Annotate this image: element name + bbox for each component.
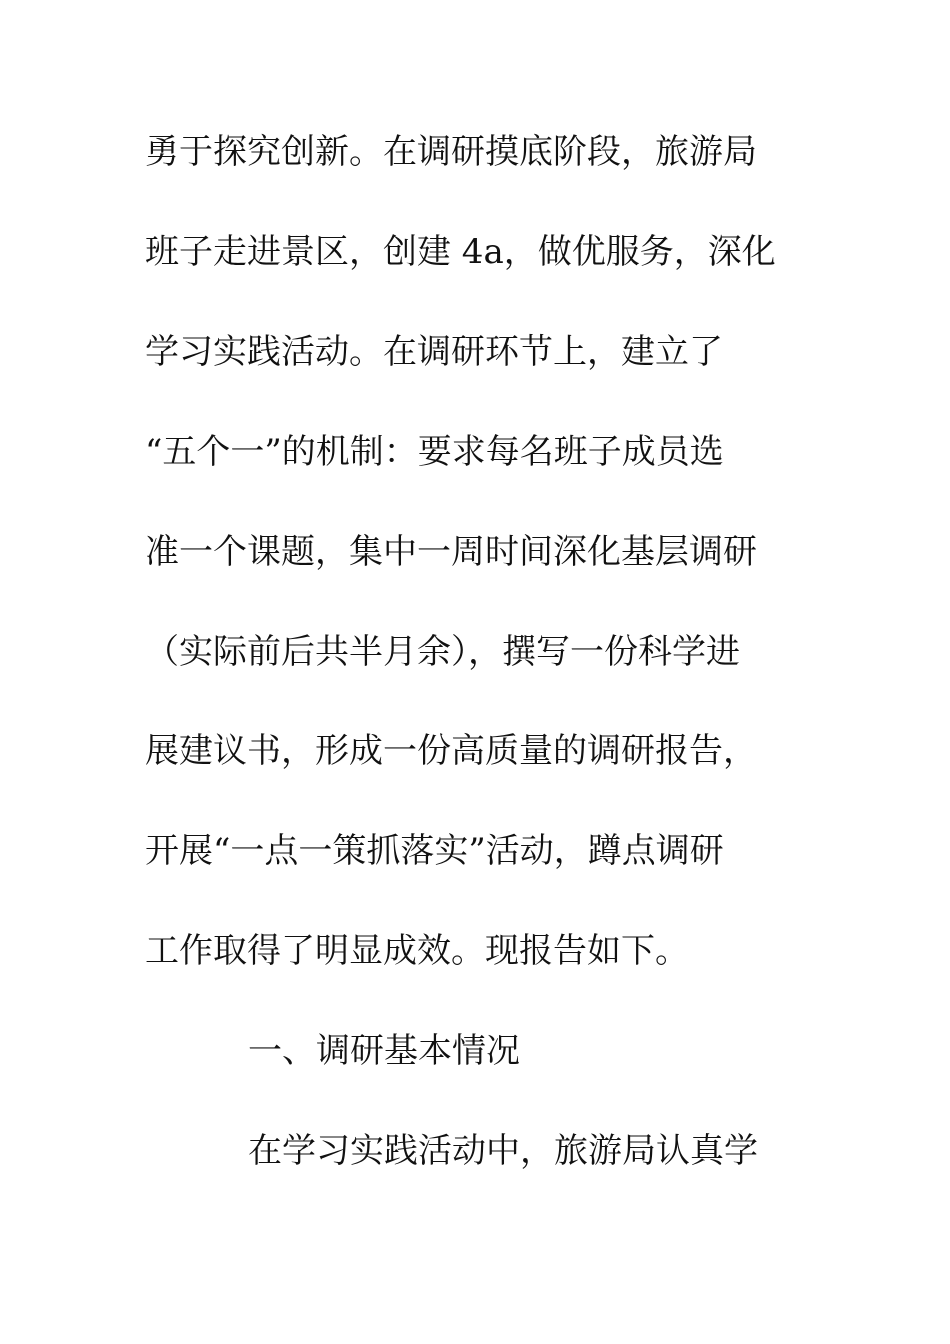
body-text-line: “五个一”的机制：要求每名班子成员选 xyxy=(145,432,724,472)
body-text-line: 准一个课题，集中一周时间深化基层调研 xyxy=(145,532,757,572)
body-text-line: （实际前后共半月余），撰写一份科学进 xyxy=(145,632,740,672)
body-text-line: 开展“一点一策抓落实”活动，蹲点调研 xyxy=(145,831,724,871)
section-heading: 一、调研基本情况 xyxy=(248,1031,520,1071)
body-text-line: 班子走进景区，创建 4a，做优服务，深化 xyxy=(145,232,776,272)
body-text-line: 学习实践活动。在调研环节上，建立了 xyxy=(145,332,723,372)
paragraph-first-line: 在学习实践活动中，旅游局认真学 xyxy=(248,1131,758,1171)
body-text-line: 展建议书，形成一份高质量的调研报告， xyxy=(145,731,757,771)
body-text-line: 勇于探究创新。在调研摸底阶段，旅游局 xyxy=(145,132,757,172)
body-text-line: 工作取得了明显成效。现报告如下。 xyxy=(145,931,689,971)
